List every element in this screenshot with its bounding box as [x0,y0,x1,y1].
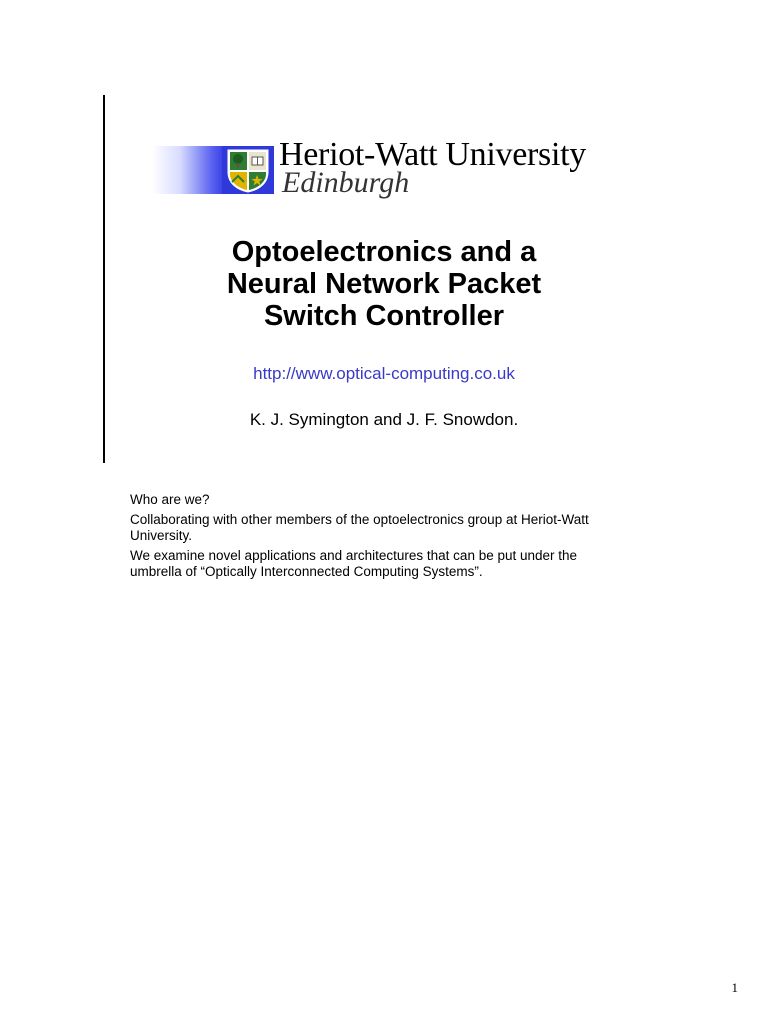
logo-gradient-band [152,146,222,194]
notes-line: We examine novel applications and architectures that can be put under the umbrella of “Optically Interconnected Computing Systems”. [130,548,578,579]
slide-title-line: Neural Network Packet [226,268,542,300]
page-number: 1 [731,980,738,995]
slide-title [120,236,648,332]
university-city: Edinburgh [282,166,410,199]
slide-title-line: Switch Controller [263,300,505,332]
website-link[interactable]: http://www.optical-computing.co.uk [253,364,515,383]
speaker-notes [130,492,630,584]
notes-line: Who are we? [130,492,210,507]
university-name: Heriot-Watt University [279,136,586,173]
slide-title-line: Optoelectronics and a [231,236,537,268]
slide-left-border [103,95,105,463]
authors-line: K. J. Symington and J. F. Snowdon. [249,410,519,429]
notes-line: Collaborating with other members of the optoelectronics group at Heriot-Watt University. [130,512,589,543]
university-crest-icon [222,146,274,194]
